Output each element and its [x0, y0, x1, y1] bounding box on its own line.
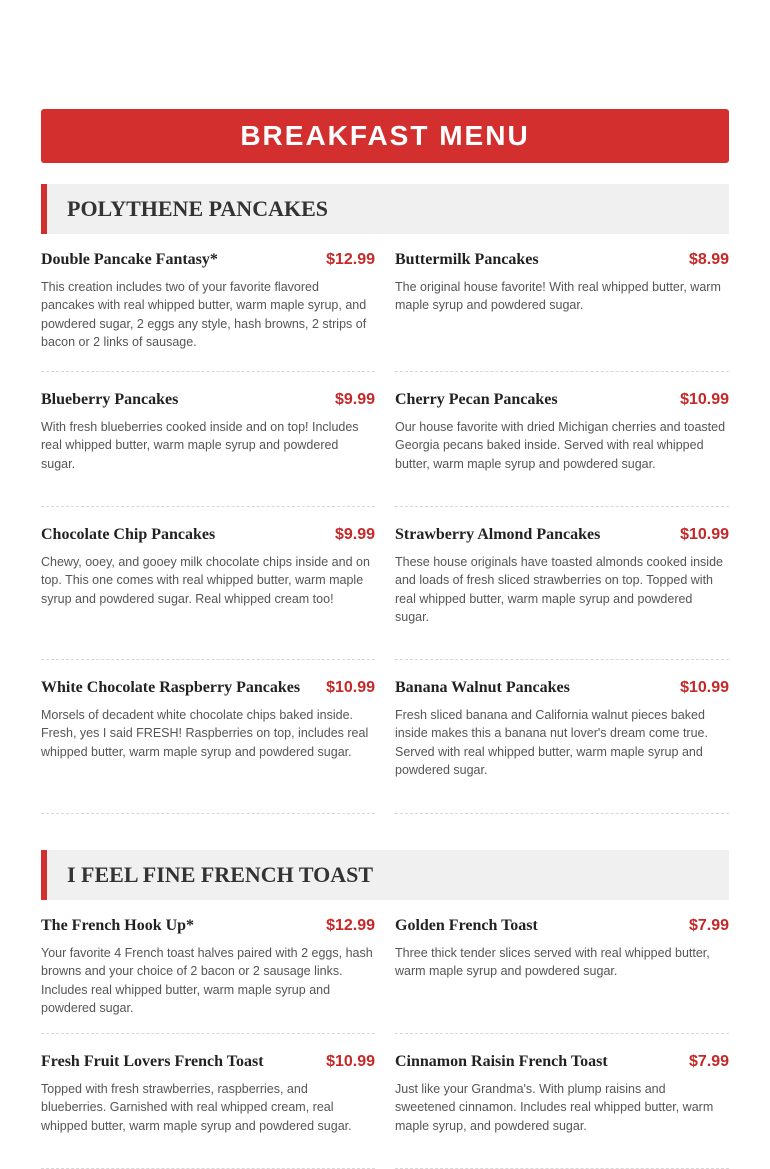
- menu-item-name: Blueberry Pancakes: [41, 391, 179, 408]
- menu-item-name: Chocolate Chip Pancakes: [41, 526, 216, 543]
- menu-item: [41, 391, 375, 507]
- menu-item-price: $9.99: [334, 526, 375, 543]
- menu-item: [41, 1053, 375, 1169]
- menu-item-header: [395, 917, 729, 935]
- menu-item-price: $10.99: [326, 1053, 375, 1070]
- menu-items-grid: [41, 251, 729, 814]
- menu-item: [41, 526, 375, 660]
- menu-page: [41, 109, 729, 1169]
- menu-item-description: Your favorite 4 French toast halves paired with 2 eggs, hash browns and your choice of 2 bacon or 2 sausage links. Includes real whipped butter, warm maple syrup and powdered sugar.: [41, 946, 373, 1015]
- menu-item-header: [395, 679, 729, 697]
- menu-item: [41, 917, 375, 1034]
- menu-item-header: [41, 251, 375, 269]
- menu-item-header: [395, 391, 729, 409]
- menu-item-description: Our house favorite with dried Michigan cherries and toasted Georgia pecans baked inside. Served with real whipped butter, warm maple syrup and powdered sugar.: [395, 420, 726, 471]
- menu-item-price: $10.99: [326, 679, 375, 696]
- menu-item-header: [41, 1053, 375, 1071]
- menu-sections: [41, 184, 729, 1169]
- menu-item-header: [41, 391, 375, 409]
- menu-item-description: With fresh blueberries cooked inside and on top! Includes real whipped butter, warm maple syrup and powdered sugar.: [41, 420, 359, 471]
- section-heading: I FEEL FINE FRENCH TOAST: [41, 850, 729, 900]
- menu-item-price: $7.99: [688, 1053, 729, 1070]
- menu-item-price: $9.99: [334, 391, 375, 408]
- menu-item-name: The French Hook Up*: [41, 917, 195, 934]
- menu-item-description: This creation includes two of your favorite flavored pancakes with real whipped butter, warm maple syrup, and powdered sugar, 2 eggs any style, hash browns, 2 strips of bacon or 2 links of sausage.: [41, 280, 367, 349]
- menu-item-price: $12.99: [326, 917, 375, 934]
- menu-item: [395, 526, 729, 660]
- menu-item-description: Three thick tender slices served with real whipped butter, warm maple syrup and powdered sugar.: [395, 946, 710, 979]
- menu-item-price: $10.99: [680, 526, 729, 543]
- menu-item-header: [395, 251, 729, 269]
- menu-item-description: These house originals have toasted almonds cooked inside and loads of fresh sliced strawberries on top. Topped with real whipped butter, warm maple syrup and powdered sugar.: [395, 555, 723, 624]
- menu-item: [41, 251, 375, 372]
- menu-item-price: $10.99: [680, 679, 729, 696]
- menu-item-description: Chewy, ooey, and gooey milk chocolate chips inside and on top. This one comes with real whipped butter, warm maple syrup and powdered sugar. Real whipped cream too!: [41, 555, 370, 606]
- menu-item: [395, 679, 729, 814]
- menu-item-price: $7.99: [688, 917, 729, 934]
- menu-item-header: [41, 679, 375, 697]
- menu-title: BREAKFAST MENU: [41, 109, 729, 163]
- menu-item-description: Topped with fresh strawberries, raspberries, and blueberries. Garnished with real whipped cream, real whipped butter, warm maple syrup and powdered sugar.: [41, 1082, 352, 1133]
- section-heading: POLYTHENE PANCAKES: [41, 184, 729, 234]
- menu-item-price: $8.99: [688, 251, 729, 268]
- menu-item-name: Fresh Fruit Lovers French Toast: [41, 1053, 264, 1070]
- menu-item-description: Fresh sliced banana and California walnut pieces baked inside makes this a banana nut lover's dream come true. Served with real whipped butter, warm maple syrup and powdered sugar.: [395, 708, 708, 777]
- menu-item-name: Strawberry Almond Pancakes: [395, 526, 601, 543]
- menu-item-name: Cinnamon Raisin French Toast: [395, 1053, 608, 1070]
- menu-item-name: Banana Walnut Pancakes: [395, 679, 570, 696]
- menu-item: [395, 1053, 729, 1169]
- menu-item-name: Buttermilk Pancakes: [395, 251, 539, 268]
- menu-item-name: Double Pancake Fantasy*: [41, 251, 218, 268]
- menu-item: [41, 679, 375, 814]
- menu-item-header: [395, 1053, 729, 1071]
- menu-item: [395, 917, 729, 1034]
- menu-item-header: [41, 917, 375, 935]
- menu-item-price: $10.99: [680, 391, 729, 408]
- menu-item-price: $12.99: [326, 251, 375, 268]
- menu-item-header: [395, 526, 729, 544]
- menu-item: [395, 391, 729, 507]
- menu-item-name: Golden French Toast: [395, 917, 538, 934]
- menu-item-description: Morsels of decadent white chocolate chips baked inside. Fresh, yes I said FRESH! Raspberries on top, includes real whipped butter, warm maple syrup and powdered sugar.: [41, 708, 369, 759]
- menu-item-name: Cherry Pecan Pancakes: [395, 391, 558, 408]
- menu-item-description: The original house favorite! With real whipped butter, warm maple syrup and powdered sugar.: [395, 280, 721, 313]
- menu-item-description: Just like your Grandma's. With plump raisins and sweetened cinnamon. Includes real whipped butter, warm maple syrup, and powdered sugar.: [395, 1082, 714, 1133]
- menu-item-header: [41, 526, 375, 544]
- menu-item: [395, 251, 729, 372]
- menu-item-name: White Chocolate Raspberry Pancakes: [41, 679, 301, 696]
- menu-items-grid: [41, 917, 729, 1169]
